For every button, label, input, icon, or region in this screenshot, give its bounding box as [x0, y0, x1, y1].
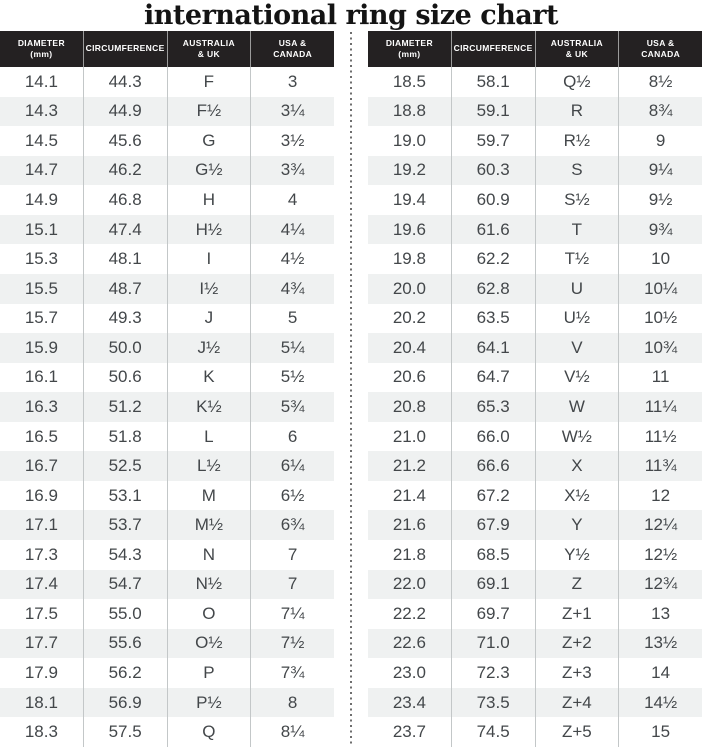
table-cell: 19.6 — [392, 219, 426, 239]
table-cell: 62.8 — [451, 274, 535, 304]
table-row — [368, 333, 702, 363]
table-cell: 17.5 — [24, 603, 58, 623]
table-cell: 18.5 — [392, 71, 426, 91]
table-cell: N — [167, 540, 251, 570]
table-cell: 4¼ — [250, 215, 334, 245]
table-row — [0, 97, 334, 127]
table-row — [368, 599, 702, 629]
table-cell: 54.3 — [83, 540, 167, 570]
table-cell: 6¼ — [250, 451, 334, 481]
column-header: DIAMETER (mm) — [17, 37, 65, 59]
table-cell: 9 — [618, 126, 702, 156]
column-header: AUSTRALIA & UK — [535, 31, 619, 67]
table-cell: 16.9 — [24, 485, 58, 505]
table-cell: 8 — [250, 688, 334, 718]
table-row — [368, 717, 702, 747]
table-row — [0, 274, 334, 304]
table-row — [0, 304, 334, 334]
table-cell: 50.6 — [83, 363, 167, 393]
table-cell: W — [535, 392, 619, 422]
table-cell: 56.9 — [83, 688, 167, 718]
table-cell: 19.4 — [392, 190, 426, 210]
table-row — [368, 422, 702, 452]
table-cell: X½ — [535, 481, 619, 511]
table-cell: 48.1 — [83, 244, 167, 274]
table-cell: 17.1 — [24, 515, 58, 535]
table-cell: 9¾ — [618, 215, 702, 245]
table-cell: 3 — [250, 67, 334, 97]
table-row — [368, 97, 702, 127]
table-cell: 6½ — [250, 481, 334, 511]
table-cell: Z+3 — [535, 658, 619, 688]
table-cell: 16.3 — [24, 396, 58, 416]
page-title: international ring size chart — [144, 0, 558, 31]
table-cell: 69.7 — [451, 599, 535, 629]
table-cell: 55.6 — [83, 629, 167, 659]
table-cell: 48.7 — [83, 274, 167, 304]
table-cell: 46.8 — [83, 185, 167, 215]
table-cell: 54.7 — [83, 570, 167, 600]
table-gap — [334, 31, 368, 747]
column-header: CIRCUMFERENCE — [83, 31, 167, 67]
table-cell: 44.9 — [83, 97, 167, 127]
table-cell: 7 — [250, 570, 334, 600]
table-cell: 20.8 — [392, 396, 426, 416]
table-cell: 60.3 — [451, 156, 535, 186]
table-cell: P — [167, 658, 251, 688]
table-cell: 21.0 — [392, 426, 426, 446]
table-row — [0, 629, 334, 659]
table-cell: 9¼ — [618, 156, 702, 186]
table-cell: 14.3 — [24, 101, 58, 121]
table-row — [0, 599, 334, 629]
table-cell: 74.5 — [451, 717, 535, 747]
table-cell: 7½ — [250, 629, 334, 659]
table-cell: Z+2 — [535, 629, 619, 659]
table-cell: Z+4 — [535, 688, 619, 718]
table-cell: T — [535, 215, 619, 245]
table-cell: 15.3 — [24, 249, 58, 269]
table-cell: U — [535, 274, 619, 304]
table-row — [368, 185, 702, 215]
table-cell: 4½ — [250, 244, 334, 274]
table-cell: 15 — [618, 717, 702, 747]
table-cell: 13 — [618, 599, 702, 629]
table-cell: W½ — [535, 422, 619, 452]
table-cell: 10¼ — [618, 274, 702, 304]
table-cell: 14.9 — [24, 190, 58, 210]
table-cell: 11½ — [618, 422, 702, 452]
table-cell: 53.1 — [83, 481, 167, 511]
table-cell: 53.7 — [83, 510, 167, 540]
table-cell: S½ — [535, 185, 619, 215]
table-cell: X — [535, 451, 619, 481]
table-cell: 10½ — [618, 304, 702, 334]
table-cell: G½ — [167, 156, 251, 186]
table-row — [0, 658, 334, 688]
table-cell: 71.0 — [451, 629, 535, 659]
table-cell: 18.3 — [24, 722, 58, 742]
table-cell: 15.5 — [24, 278, 58, 298]
table-cell: 13½ — [618, 629, 702, 659]
table-row — [368, 688, 702, 718]
table-cell: 14.5 — [24, 130, 58, 150]
table-cell: F — [167, 67, 251, 97]
table-cell: 44.3 — [83, 67, 167, 97]
table-cell: 8½ — [618, 67, 702, 97]
column-header: USA & CANADA — [250, 31, 334, 67]
table-cell: V½ — [535, 363, 619, 393]
table-cell: 51.2 — [83, 392, 167, 422]
table-cell: 12 — [618, 481, 702, 511]
table-body — [0, 67, 334, 747]
table-row — [0, 540, 334, 570]
table-row — [368, 126, 702, 156]
table-cell: 20.4 — [392, 337, 426, 357]
table-body — [368, 67, 702, 747]
table-cell: 20.2 — [392, 308, 426, 328]
ring-size-table-left — [0, 31, 334, 747]
table-cell: 10¾ — [618, 333, 702, 363]
table-cell: N½ — [167, 570, 251, 600]
table-cell: O½ — [167, 629, 251, 659]
table-cell: 21.2 — [392, 456, 426, 476]
table-cell: 7 — [250, 540, 334, 570]
table-row — [0, 570, 334, 600]
table-row — [368, 510, 702, 540]
table-cell: 14 — [618, 658, 702, 688]
table-cell: M — [167, 481, 251, 511]
table-cell: 66.0 — [451, 422, 535, 452]
table-cell: 66.6 — [451, 451, 535, 481]
table-cell: 7¼ — [250, 599, 334, 629]
table-cell: 59.1 — [451, 97, 535, 127]
table-cell: 18.8 — [392, 101, 426, 121]
table-cell: 19.8 — [392, 249, 426, 269]
table-cell: 21.6 — [392, 515, 426, 535]
table-cell: Q½ — [535, 67, 619, 97]
table-cell: 16.1 — [24, 367, 58, 387]
table-cell: 22.2 — [392, 603, 426, 623]
table-cell: 22.0 — [392, 574, 426, 594]
table-header — [368, 31, 702, 67]
table-row — [0, 244, 334, 274]
table-cell: 60.9 — [451, 185, 535, 215]
table-cell: 17.3 — [24, 544, 58, 564]
table-cell: K½ — [167, 392, 251, 422]
table-cell: 11¼ — [618, 392, 702, 422]
table-cell: 67.2 — [451, 481, 535, 511]
table-cell: 5½ — [250, 363, 334, 393]
table-cell: 19.2 — [392, 160, 426, 180]
table-cell: 5¼ — [250, 333, 334, 363]
ring-size-table-right — [368, 31, 702, 747]
table-row — [368, 215, 702, 245]
table-row — [0, 363, 334, 393]
table-cell: 69.1 — [451, 570, 535, 600]
table-cell: 59.7 — [451, 126, 535, 156]
table-cell: 17.4 — [24, 574, 58, 594]
table-cell: O — [167, 599, 251, 629]
table-cell: 22.6 — [392, 633, 426, 653]
table-cell: V — [535, 333, 619, 363]
table-cell: H½ — [167, 215, 251, 245]
table-cell: L — [167, 422, 251, 452]
table-row — [0, 717, 334, 747]
table-row — [368, 392, 702, 422]
table-cell: 12¼ — [618, 510, 702, 540]
table-cell: 72.3 — [451, 658, 535, 688]
table-cell: 19.0 — [392, 130, 426, 150]
table-cell: 23.4 — [392, 692, 426, 712]
table-cell: Y½ — [535, 540, 619, 570]
table-row — [368, 481, 702, 511]
table-row — [368, 304, 702, 334]
table-cell: 11 — [618, 363, 702, 393]
table-cell: 14½ — [618, 688, 702, 718]
column-header: DIAMETER (mm) — [385, 37, 433, 59]
table-cell: 6¾ — [250, 510, 334, 540]
table-cell: 3½ — [250, 126, 334, 156]
table-cell: 23.0 — [392, 663, 426, 683]
table-cell: 17.9 — [24, 663, 58, 683]
table-cell: 14.7 — [24, 160, 58, 180]
table-row — [368, 156, 702, 186]
table-cell: 10 — [618, 244, 702, 274]
table-cell: 52.5 — [83, 451, 167, 481]
table-cell: 16.7 — [24, 456, 58, 476]
table-cell: 64.7 — [451, 363, 535, 393]
table-cell: L½ — [167, 451, 251, 481]
table-cell: S — [535, 156, 619, 186]
table-row — [368, 629, 702, 659]
table-cell: 20.0 — [392, 278, 426, 298]
column-header: AUSTRALIA & UK — [167, 31, 251, 67]
table-cell: 3¼ — [250, 97, 334, 127]
table-cell: 5¾ — [250, 392, 334, 422]
table-row — [0, 215, 334, 245]
table-row — [0, 688, 334, 718]
table-cell: 8¾ — [618, 97, 702, 127]
table-cell: G — [167, 126, 251, 156]
table-cell: 15.9 — [24, 337, 58, 357]
table-cell: 4¾ — [250, 274, 334, 304]
table-cell: Z+5 — [535, 717, 619, 747]
table-cell: H — [167, 185, 251, 215]
table-header — [0, 31, 334, 67]
table-cell: 5 — [250, 304, 334, 334]
table-cell: 21.4 — [392, 485, 426, 505]
table-row — [368, 67, 702, 97]
table-cell: 57.5 — [83, 717, 167, 747]
table-row — [368, 363, 702, 393]
dotted-divider — [350, 32, 352, 747]
table-cell: 58.1 — [451, 67, 535, 97]
column-header: CIRCUMFERENCE — [451, 31, 535, 67]
table-cell: Y — [535, 510, 619, 540]
table-cell: 12¾ — [618, 570, 702, 600]
table-cell: 61.6 — [451, 215, 535, 245]
table-cell: 23.7 — [392, 722, 426, 742]
table-row — [0, 451, 334, 481]
table-cell: 3¾ — [250, 156, 334, 186]
table-cell: Z — [535, 570, 619, 600]
table-cell: 18.1 — [24, 692, 58, 712]
table-row — [368, 274, 702, 304]
table-cell: 8¼ — [250, 717, 334, 747]
table-cell: I½ — [167, 274, 251, 304]
table-cell: 7¾ — [250, 658, 334, 688]
table-cell: 4 — [250, 185, 334, 215]
table-cell: P½ — [167, 688, 251, 718]
table-cell: J½ — [167, 333, 251, 363]
table-cell: 64.1 — [451, 333, 535, 363]
table-cell: 73.5 — [451, 688, 535, 718]
table-cell: 46.2 — [83, 156, 167, 186]
table-cell: 67.9 — [451, 510, 535, 540]
table-cell: 47.4 — [83, 215, 167, 245]
table-cell: 63.5 — [451, 304, 535, 334]
table-cell: 65.3 — [451, 392, 535, 422]
table-row — [0, 67, 334, 97]
table-cell: 6 — [250, 422, 334, 452]
table-cell: 50.0 — [83, 333, 167, 363]
tables-container — [0, 31, 702, 747]
table-cell: 15.1 — [24, 219, 58, 239]
table-cell: R — [535, 97, 619, 127]
table-row — [0, 185, 334, 215]
column-header: USA & CANADA — [618, 31, 702, 67]
table-cell: F½ — [167, 97, 251, 127]
table-cell: T½ — [535, 244, 619, 274]
table-row — [368, 570, 702, 600]
table-row — [368, 658, 702, 688]
table-row — [0, 510, 334, 540]
table-cell: 49.3 — [83, 304, 167, 334]
table-cell: 16.5 — [24, 426, 58, 446]
table-cell: 9½ — [618, 185, 702, 215]
table-cell: I — [167, 244, 251, 274]
table-cell: 62.2 — [451, 244, 535, 274]
table-cell: U½ — [535, 304, 619, 334]
table-cell: 68.5 — [451, 540, 535, 570]
table-row — [0, 126, 334, 156]
table-cell: Z+1 — [535, 599, 619, 629]
table-row — [0, 422, 334, 452]
table-cell: 45.6 — [83, 126, 167, 156]
table-row — [0, 481, 334, 511]
table-row — [368, 540, 702, 570]
table-cell: Q — [167, 717, 251, 747]
table-cell: 55.0 — [83, 599, 167, 629]
table-cell: 56.2 — [83, 658, 167, 688]
table-cell: K — [167, 363, 251, 393]
table-row — [368, 244, 702, 274]
table-cell: 15.7 — [24, 308, 58, 328]
table-row — [0, 156, 334, 186]
table-cell: R½ — [535, 126, 619, 156]
table-row — [368, 451, 702, 481]
table-cell: 17.7 — [24, 633, 58, 653]
table-cell: M½ — [167, 510, 251, 540]
table-cell: 12½ — [618, 540, 702, 570]
table-cell: J — [167, 304, 251, 334]
table-cell: 21.8 — [392, 544, 426, 564]
table-row — [0, 333, 334, 363]
table-cell: 51.8 — [83, 422, 167, 452]
table-cell: 11¾ — [618, 451, 702, 481]
table-cell: 20.6 — [392, 367, 426, 387]
table-row — [0, 392, 334, 422]
table-cell: 14.1 — [24, 71, 58, 91]
